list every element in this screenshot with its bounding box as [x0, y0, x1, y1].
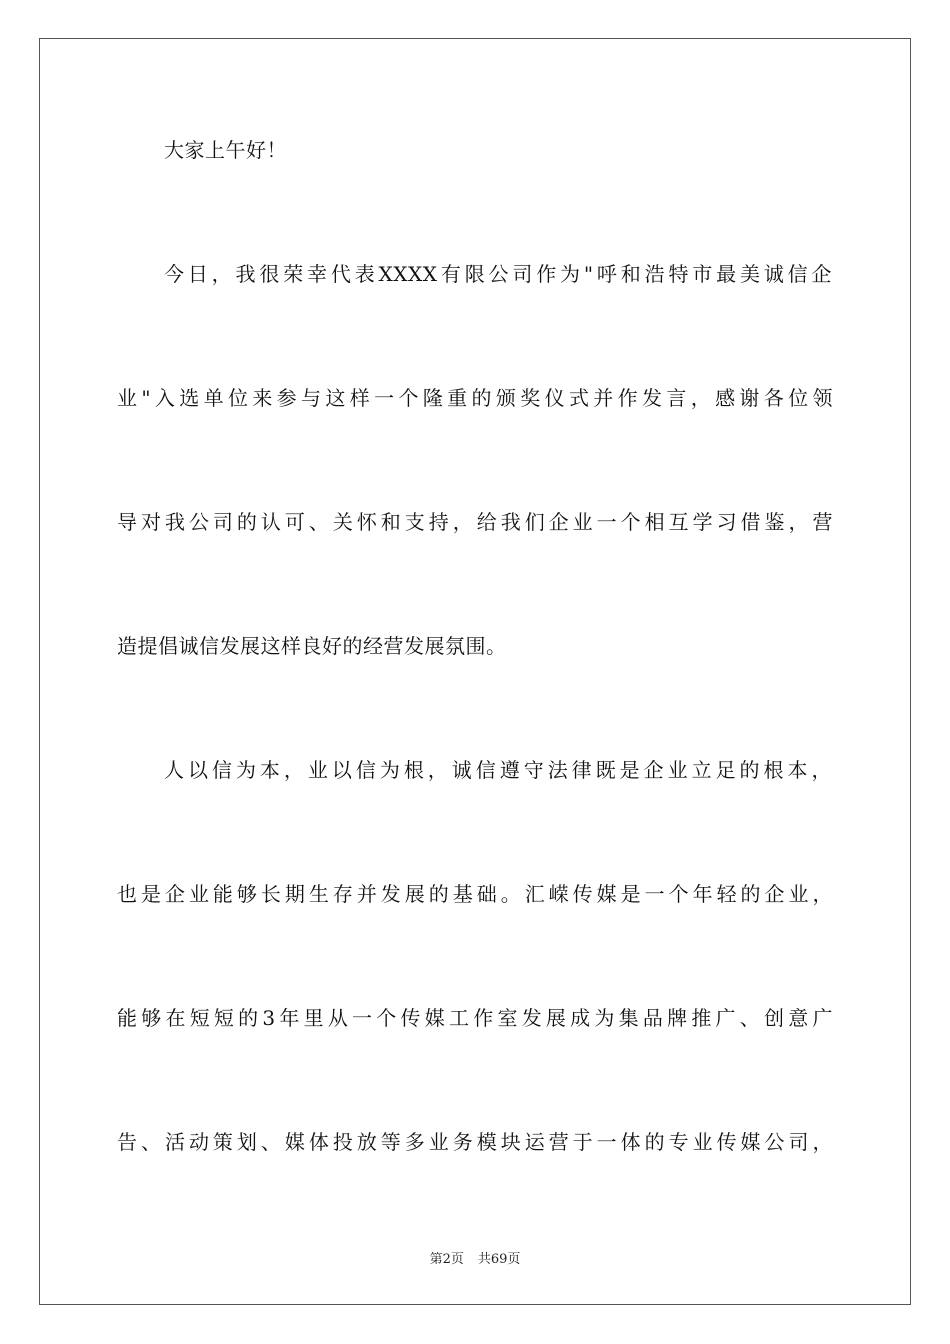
greeting-line: 大家上午好！ [164, 138, 287, 162]
paragraph-1-line-4: 造提倡诚信发展这样良好的经营发展氛围。 [117, 634, 507, 658]
paragraph-2-line-1: 人以信为本，业以信为根，诚信遵守法律既是企业立足的根本， [164, 758, 832, 782]
page-footer [0, 1248, 950, 1267]
page-number: 第2页 [429, 1252, 464, 1267]
total-pages: 共69页 [477, 1252, 521, 1267]
page-frame [39, 38, 911, 1305]
paragraph-2-line-2: 也是企业能够长期生存并发展的基础。汇嵘传媒是一个年轻的企业， [117, 882, 833, 906]
paragraph-2-line-3: 能够在短短的3年里从一个传媒工作室发展成为集品牌推广、创意广 [117, 1006, 833, 1030]
paragraph-1-line-2: 业"入选单位来参与这样一个隆重的颁奖仪式并作发言，感谢各位领 [117, 386, 833, 410]
paragraph-1-line-3: 导对我公司的认可、关怀和支持，给我们企业一个相互学习借鉴，营 [117, 510, 833, 534]
paragraph-1-line-1: 今日，我很荣幸代表XXXX有限公司作为"呼和浩特市最美诚信企 [164, 262, 832, 286]
paragraph-2-line-4: 告、活动策划、媒体投放等多业务模块运营于一体的专业传媒公司， [117, 1130, 833, 1154]
